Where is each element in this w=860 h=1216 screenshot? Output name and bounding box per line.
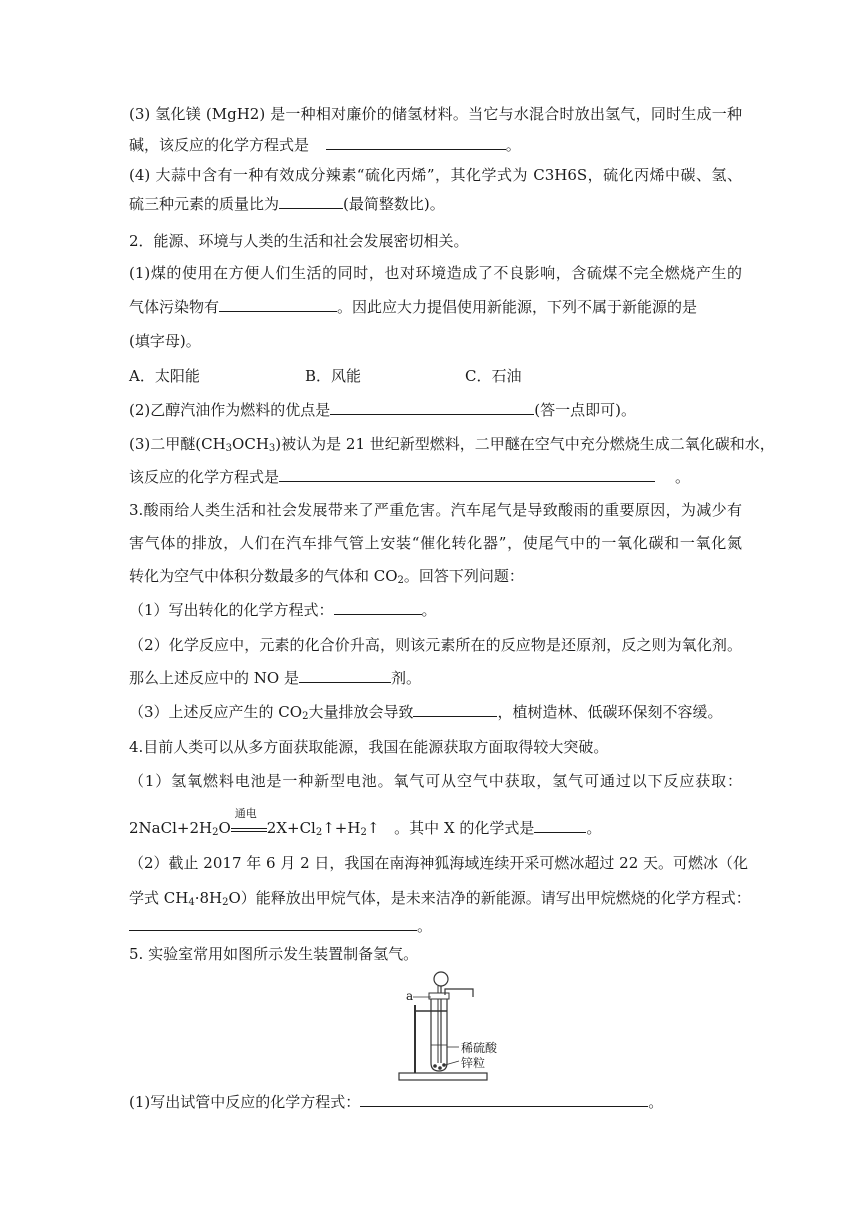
q3-sub3-mid: 大量排放会导致 bbox=[308, 703, 414, 721]
q2-part2-text: (2)乙醇汽油作为燃料的优点是 bbox=[129, 401, 331, 419]
eq-condition: 通电 bbox=[234, 807, 257, 820]
eq-right: 2X+Cl bbox=[266, 819, 316, 837]
q1-part4-end: (最简整数比)。 bbox=[343, 195, 445, 213]
q4-equation bbox=[129, 807, 742, 843]
q2-part1-text: 气体污染物有 bbox=[129, 298, 220, 316]
eq-right-rest: ↑+H bbox=[322, 819, 361, 837]
q2-options bbox=[129, 366, 742, 386]
apparatus-diagram bbox=[395, 965, 525, 1083]
q4-sub1: （1）氢氧燃料电池是一种新型电池。氧气可从空气中获取，氢气可通过以下反应获取： bbox=[129, 772, 742, 790]
q1-part3-line2 bbox=[129, 135, 742, 155]
q3-line3-text: 转化为空气中体积分数最多的气体和 CO bbox=[129, 567, 398, 585]
q3-sub2-line1: （2）化学反应中，元素的化合价升高，则该元素所在的反应物是还原剂，反之则为氧化剂。 bbox=[129, 636, 742, 654]
q3-sub1-end: 。 bbox=[421, 601, 437, 619]
q2-title: 2．能源、环境与人类的生活和社会发展密切相关。 bbox=[129, 232, 469, 250]
q2-part1-line1: (1)煤的使用在方便人们生活的同时，也对环境造成了不良影响，含硫煤不完全燃烧产生的 bbox=[129, 264, 742, 282]
q3-sub1 bbox=[129, 600, 742, 620]
q4-sub2-mid: ·8H bbox=[194, 889, 223, 907]
q2-part1-line2 bbox=[129, 297, 742, 317]
q1-part4-blank[interactable] bbox=[279, 194, 343, 209]
q4-sub2-o: O bbox=[228, 889, 241, 907]
q4-sub2-sub-2: 2 bbox=[222, 897, 229, 908]
q3-sub2-text: 那么上述反应中的 NO 是 bbox=[129, 669, 299, 687]
q3-line2: 害气体的排放，人们在汽车排气管上安装“催化转化器”，使尾气中的一氧化碳和一氧化氮 bbox=[129, 534, 742, 552]
q3-sub3-end: ，植树造林、低碳环保刻不容缓。 bbox=[497, 703, 723, 721]
q1-part3-line1: (3) 氢化镁 (MgH2) 是一种相对廉价的储氢材料。当它与水混合时放出氢气，同时生成一种 bbox=[129, 105, 742, 123]
q3-sub3-blank[interactable] bbox=[413, 702, 497, 717]
q1-part3-blank[interactable] bbox=[326, 135, 506, 150]
q3-line3-end: 。回答下列问题： bbox=[403, 567, 524, 585]
q4-title: 4.目前人类可以从多方面获取能源，我国在能源获取方面取得较大突破。 bbox=[129, 738, 609, 756]
q3-sub2-line2 bbox=[129, 668, 742, 688]
option-a: A．太阳能 bbox=[129, 367, 200, 385]
option-b: B．风能 bbox=[305, 367, 362, 385]
eq-sub-h2: 2 bbox=[212, 827, 219, 838]
q5-sub1-text: (1)写出试管中反应的化学方程式： bbox=[129, 1093, 361, 1111]
eq-sub-h2b: 2 bbox=[360, 827, 367, 838]
q2-part2 bbox=[129, 400, 742, 420]
q4-sub2-sub-4: 4 bbox=[188, 897, 195, 908]
q2-part3-text2: 该反应的化学方程式是 bbox=[129, 468, 280, 486]
q5-sub1 bbox=[129, 1092, 742, 1112]
q3-sub3-sub-2: 2 bbox=[302, 711, 309, 722]
q5-title: 5. 实验室常用如图所示发生装置制备氢气。 bbox=[129, 945, 419, 963]
q2-part3-line2 bbox=[129, 467, 742, 487]
eq-end: 。 bbox=[586, 819, 602, 837]
q3-sub1-blank[interactable] bbox=[334, 600, 422, 615]
q4-sub2-line3 bbox=[129, 916, 742, 936]
q4-x-blank[interactable] bbox=[534, 818, 586, 833]
q4-sub2-line3-end: 。 bbox=[417, 917, 433, 935]
eq-left-o: O bbox=[218, 819, 231, 837]
q2-part2-blank[interactable] bbox=[330, 400, 534, 415]
q2-part1-line3: (填字母)。 bbox=[129, 332, 201, 350]
q1-part4-text: 硫三种元素的质量比为 bbox=[129, 195, 280, 213]
q4-sub2-line2 bbox=[129, 888, 751, 913]
eq-tail: 。其中 X 的化学式是 bbox=[394, 819, 535, 837]
label-a: a bbox=[406, 989, 414, 1003]
option-c: C．石油 bbox=[465, 367, 522, 385]
q4-sub2-text: 学式 CH bbox=[129, 889, 189, 907]
q2-part1-text-end: 。因此应大力提倡使用新能源，下列不属于新能源的是 bbox=[337, 298, 698, 316]
q2-part3-prefix: (3)二甲醚$(CH_3OCH_3)$ bbox=[129, 435, 282, 454]
eq-sub-cl2: 2 bbox=[315, 827, 323, 838]
q4-sub2-line1: （2）截止 2017 年 6 月 2 日，我国在南海神狐海域连续开采可燃冰超过 22 天。可燃冰（化 bbox=[129, 854, 749, 872]
q3-sub-2: 2 bbox=[397, 575, 404, 586]
q2-part3-line1 bbox=[129, 434, 775, 459]
q4-sub2-blank[interactable] bbox=[129, 916, 417, 931]
q2-part3-end: 。 bbox=[675, 468, 691, 486]
q3-sub2-end: 剂。 bbox=[390, 669, 421, 687]
q3-sub2-blank[interactable] bbox=[299, 668, 391, 683]
label-zinc: 锌粒 bbox=[461, 1056, 486, 1070]
q2-part3-text: 被认为是 21 世纪新型燃料，二甲醚在空气中充分燃烧生成二氧化碳和水， bbox=[281, 435, 775, 453]
eq-double-line bbox=[231, 807, 267, 838]
q1-part3-text: 碱，该反应的化学方程式是 bbox=[129, 136, 310, 154]
q4-sub2-end: ）能释放出甲烷气体，是未来洁净的新能源。请写出甲烷燃烧的化学方程式： bbox=[240, 889, 751, 907]
eq-right-arrow: ↑ bbox=[366, 819, 385, 837]
q1-part4-line2 bbox=[129, 194, 742, 214]
q5-sub1-blank[interactable] bbox=[360, 1092, 648, 1107]
q2-part2-end: (答一点即可)。 bbox=[534, 401, 636, 419]
q3-sub3-text: （3）上述反应产生的 CO bbox=[129, 703, 303, 721]
q2-part3-blank[interactable] bbox=[279, 467, 655, 482]
q2-part1-blank[interactable] bbox=[219, 297, 337, 312]
q3-sub1-text: （1）写出转化的化学方程式： bbox=[129, 601, 334, 619]
q1-part4-line1: (4) 大蒜中含有一种有效成分辣素“硫化丙烯”，其化学式为 C3H6S，硫化丙烯中碳、氢、 bbox=[129, 166, 742, 184]
q1-part3-end: 。 bbox=[505, 136, 521, 154]
q5-sub1-end: 。 bbox=[648, 1093, 664, 1111]
eq-left: 2NaCl+2H bbox=[129, 819, 213, 837]
label-dilute-acid: 稀硫酸 bbox=[461, 1041, 498, 1055]
q3-line3 bbox=[129, 566, 742, 591]
q3-sub3 bbox=[129, 702, 742, 727]
q3-line1: 3.酸雨给人类生活和社会发展带来了严重危害。汽车尾气是导致酸雨的重要原因，为减少有 bbox=[129, 501, 742, 519]
apparatus-figure bbox=[395, 965, 525, 1083]
